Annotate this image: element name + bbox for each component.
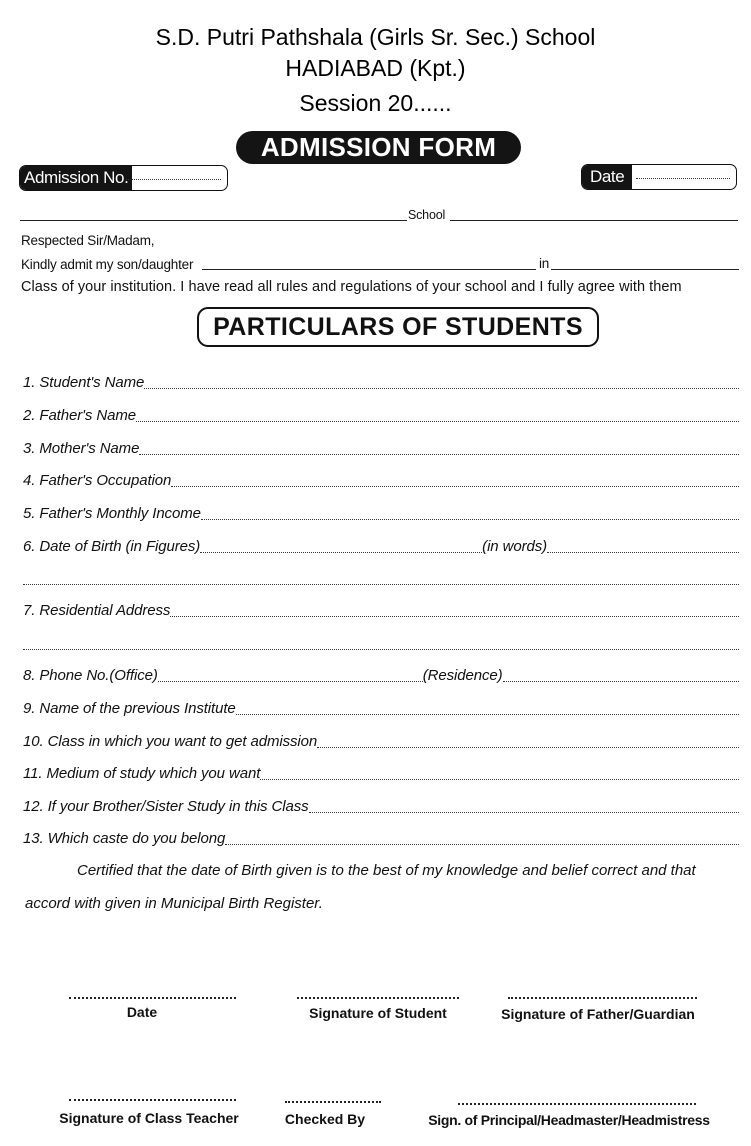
date-label: Date bbox=[582, 165, 632, 189]
field-dots bbox=[547, 552, 739, 553]
field-father-name[interactable] bbox=[23, 405, 739, 425]
field-label-in-words: (in words) bbox=[482, 538, 548, 555]
field-mother-name[interactable] bbox=[23, 438, 739, 458]
field-dots bbox=[317, 747, 739, 748]
field-residential-address-cont[interactable] bbox=[23, 633, 739, 653]
salutation: Respected Sir/Madam, bbox=[21, 233, 155, 248]
field-dots bbox=[139, 454, 739, 455]
school-name: S.D. Putri Pathshala (Girls Sr. Sec.) School bbox=[155, 24, 596, 50]
principal-signature-label: Sign. of Principal/Headmaster/Headmistress bbox=[428, 1112, 710, 1128]
class-line[interactable] bbox=[551, 269, 739, 270]
guardian-signature-line[interactable] bbox=[508, 997, 697, 999]
field-caste[interactable] bbox=[23, 828, 739, 848]
field-label: 12. If your Brother/Sister Study in this Class bbox=[23, 798, 309, 815]
date-dots bbox=[636, 178, 730, 179]
field-dots bbox=[260, 779, 739, 780]
checked-by-label: Checked By bbox=[284, 1111, 366, 1127]
declaration-line: Class of your institution. I have read all rules and regulations of your school and I fully agree with them bbox=[21, 279, 682, 295]
field-label: 2. Father's Name bbox=[23, 407, 136, 424]
field-dots bbox=[201, 519, 739, 520]
school-name-line-right[interactable] bbox=[450, 220, 738, 221]
date-signature-line[interactable] bbox=[69, 997, 236, 999]
field-dots bbox=[309, 812, 739, 813]
field-phone[interactable] bbox=[23, 665, 739, 685]
admission-no-field[interactable] bbox=[19, 165, 228, 191]
field-dots bbox=[136, 421, 739, 422]
field-label: 1. Student's Name bbox=[23, 374, 145, 391]
field-label: 8. Phone No.(Office) bbox=[23, 667, 158, 684]
form-title: ADMISSION FORM bbox=[236, 131, 521, 164]
date-field[interactable] bbox=[581, 164, 737, 190]
field-dots bbox=[144, 388, 739, 389]
field-dots bbox=[503, 681, 739, 682]
field-residential-address[interactable] bbox=[23, 600, 739, 620]
child-name-line[interactable] bbox=[202, 269, 536, 270]
admit-prefix: Kindly admit my son/daughter bbox=[21, 257, 194, 272]
field-label: 11. Medium of study which you want bbox=[23, 765, 261, 782]
date-signature-label: Date bbox=[126, 1004, 158, 1020]
field-dots bbox=[236, 714, 739, 715]
session-label: Session 20...... bbox=[299, 90, 452, 116]
field-medium[interactable] bbox=[23, 763, 739, 783]
field-previous-institute[interactable] bbox=[23, 698, 739, 718]
admission-no-dots bbox=[126, 179, 221, 180]
school-name-line[interactable] bbox=[20, 220, 407, 221]
field-label: 7. Residential Address bbox=[23, 602, 171, 619]
class-teacher-signature-line[interactable] bbox=[69, 1099, 236, 1101]
admit-in-label: in bbox=[539, 256, 550, 271]
field-label: 5. Father's Monthly Income bbox=[23, 505, 201, 522]
field-dots bbox=[200, 552, 482, 553]
certification-line-1: Certified that the date of Birth given is to the best of my knowledge and belief correct and that bbox=[77, 862, 696, 879]
admission-no-label: Admission No. bbox=[20, 166, 132, 190]
field-dots bbox=[158, 681, 423, 682]
field-label: 9. Name of the previous Institute bbox=[23, 700, 236, 717]
field-dots bbox=[23, 649, 739, 650]
field-date-of-birth-cont[interactable] bbox=[23, 568, 739, 588]
student-signature-label: Signature of Student bbox=[309, 1005, 447, 1021]
field-dots bbox=[171, 486, 739, 487]
school-label: School bbox=[408, 208, 446, 222]
field-date-of-birth[interactable] bbox=[23, 536, 739, 556]
student-signature-line[interactable] bbox=[297, 997, 459, 999]
field-dots bbox=[23, 584, 739, 585]
school-location: HADIABAD (Kpt.) bbox=[285, 55, 466, 81]
field-monthly-income[interactable] bbox=[23, 503, 739, 523]
field-label: 3. Mother's Name bbox=[23, 440, 140, 457]
field-father-occupation[interactable] bbox=[23, 470, 739, 490]
field-label: 6. Date of Birth (in Figures) bbox=[23, 538, 201, 555]
principal-signature-line[interactable] bbox=[458, 1103, 696, 1105]
field-label-residence: (Residence) bbox=[422, 667, 503, 684]
checked-by-line[interactable] bbox=[285, 1101, 381, 1103]
field-label: 10. Class in which you want to get admission bbox=[23, 733, 318, 750]
field-label: 4. Father's Occupation bbox=[23, 472, 172, 489]
section-title: PARTICULARS OF STUDENTS bbox=[197, 307, 599, 347]
field-sibling[interactable] bbox=[23, 796, 739, 816]
field-dots bbox=[225, 844, 739, 845]
field-label: 13. Which caste do you belong bbox=[23, 830, 226, 847]
certification-line-2: accord with given in Municipal Birth Register. bbox=[25, 895, 323, 912]
class-teacher-signature-label: Signature of Class Teacher bbox=[59, 1110, 239, 1126]
field-student-name[interactable] bbox=[23, 372, 739, 392]
field-dots bbox=[170, 616, 739, 617]
field-admission-class[interactable] bbox=[23, 731, 739, 751]
guardian-signature-label: Signature of Father/Guardian bbox=[501, 1006, 695, 1022]
